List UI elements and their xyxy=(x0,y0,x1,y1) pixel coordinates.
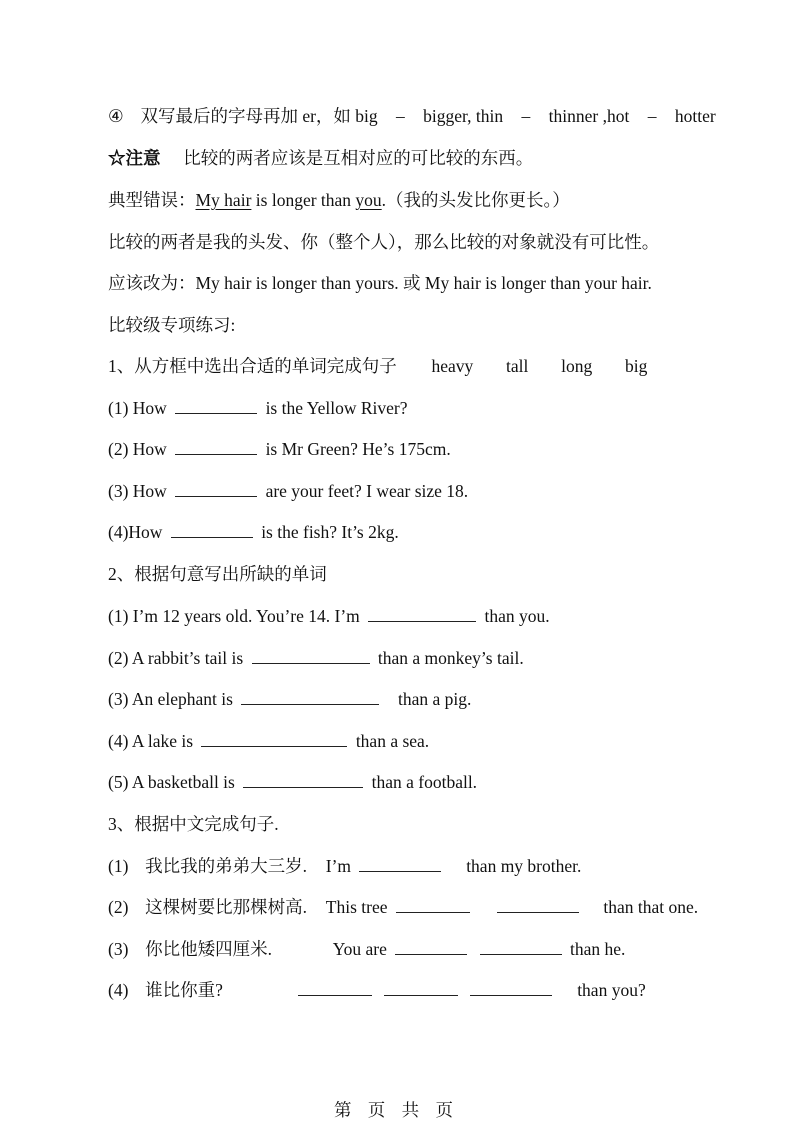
typical-error-translation: .（我的头发比你更长。） xyxy=(381,190,570,210)
section-1-item xyxy=(108,521,399,543)
section-1-title: 1、从方框中选出合适的单词完成句子 xyxy=(108,356,397,376)
item-suffix: than you? xyxy=(577,980,646,1000)
word-box-item: heavy xyxy=(431,356,474,376)
dash: – xyxy=(521,106,531,126)
item-suffix: than a sea. xyxy=(355,731,430,751)
item-prefix: (1) How xyxy=(108,398,167,418)
section-1-item xyxy=(108,480,468,502)
item-number: (2) xyxy=(108,897,129,917)
item-suffix: than a football. xyxy=(371,772,478,792)
item-english: This tree xyxy=(325,897,388,917)
answer-blank[interactable] xyxy=(395,938,467,955)
item-chinese: 我比我的弟弟大三岁. xyxy=(145,856,308,876)
section-1-item xyxy=(108,438,451,460)
item-chinese: 你比他矮四厘米. xyxy=(145,939,273,959)
item-prefix: (3) An elephant is xyxy=(108,689,233,709)
item-suffix: than a monkey’s tail. xyxy=(377,648,524,668)
answer-blank[interactable] xyxy=(368,605,476,622)
answer-blank[interactable] xyxy=(384,979,458,996)
item-prefix: (3) How xyxy=(108,481,167,501)
note-label: ☆注意 xyxy=(108,148,161,168)
page-footer: 第 页 共 页 xyxy=(333,1100,460,1120)
correction-line: 应该改为：My hair is longer than yours. 或 My hair is longer than your hair. xyxy=(108,273,652,293)
section-2-item xyxy=(108,688,471,710)
section-2-item xyxy=(108,647,524,669)
rule-4-example-2: thinner ,hot xyxy=(548,106,630,126)
item-suffix: than he. xyxy=(570,939,626,959)
answer-blank[interactable] xyxy=(175,480,257,497)
note-text: 比较的两者应该是互相对应的可比较的东西。 xyxy=(183,148,534,168)
rule-4-example-3: hotter xyxy=(674,106,716,126)
answer-blank[interactable] xyxy=(175,397,257,414)
item-english: I’m xyxy=(325,856,352,876)
answer-blank[interactable] xyxy=(252,647,370,664)
word-box-item: tall xyxy=(506,356,529,376)
explanation-line: 比较的两者是我的头发、你（整个人），那么比较的对象就没有可比性。 xyxy=(108,232,660,252)
item-number: (4) xyxy=(108,980,129,1000)
word-box-item: big xyxy=(625,356,648,376)
word-box-item: long xyxy=(561,356,593,376)
answer-blank[interactable] xyxy=(497,896,579,913)
item-suffix: is Mr Green? He’s 175cm. xyxy=(265,439,451,459)
item-suffix: is the fish? It’s 2kg. xyxy=(261,522,399,542)
section-2-item xyxy=(108,771,477,793)
answer-blank[interactable] xyxy=(201,730,347,747)
item-chinese: 这棵树要比那棵树高. xyxy=(145,897,308,917)
section-3-item xyxy=(108,938,625,960)
typical-error-object: you xyxy=(355,190,382,210)
item-suffix: are your feet? I wear size 18. xyxy=(265,481,469,501)
item-chinese: 谁比你重? xyxy=(145,980,223,1000)
answer-blank[interactable] xyxy=(396,896,470,913)
section-1-item xyxy=(108,397,408,419)
answer-blank[interactable] xyxy=(175,438,257,455)
rule-4-line xyxy=(108,105,716,127)
practice-title: 比较级专项练习: xyxy=(108,315,236,335)
item-prefix: (1) I’m 12 years old. You’re 14. I’m xyxy=(108,606,360,626)
dash: – xyxy=(396,106,405,126)
typical-error-line xyxy=(108,189,570,211)
item-prefix: (2) How xyxy=(108,439,167,459)
item-prefix: (4) A lake is xyxy=(108,731,194,751)
rule-4-example-1: bigger, thin xyxy=(423,106,504,126)
section-2-item xyxy=(108,730,429,752)
section-3-item xyxy=(108,979,646,1001)
section-3-item xyxy=(108,896,698,918)
item-english: You are xyxy=(332,939,387,959)
note-line xyxy=(108,147,533,169)
item-number: (3) xyxy=(108,939,129,959)
section-2-title: 2、根据句意写出所缺的单词 xyxy=(108,564,327,584)
answer-blank[interactable] xyxy=(171,521,253,538)
dash: – xyxy=(647,106,657,126)
section-3-item xyxy=(108,855,581,877)
item-suffix: is the Yellow River? xyxy=(265,398,408,418)
answer-blank[interactable] xyxy=(241,688,379,705)
item-suffix: than a pig. xyxy=(398,689,472,709)
answer-blank[interactable] xyxy=(470,979,552,996)
section-1-title-line xyxy=(108,355,647,377)
item-suffix: than my brother. xyxy=(466,856,582,876)
answer-blank[interactable] xyxy=(243,771,363,788)
rule-4-text: 双写最后的字母再加 er，如 big xyxy=(140,106,378,126)
typical-error-subject: My hair xyxy=(195,190,252,210)
answer-blank[interactable] xyxy=(480,938,562,955)
item-suffix: than you. xyxy=(484,606,550,626)
item-prefix: (5) A basketball is xyxy=(108,772,235,792)
typical-error-middle: is longer than xyxy=(251,190,356,210)
item-number: (1) xyxy=(108,856,129,876)
item-suffix: than that one. xyxy=(603,897,699,917)
section-3-title: 3、根据中文完成句子. xyxy=(108,814,279,834)
typical-error-label: 典型错误： xyxy=(108,190,196,210)
answer-blank[interactable] xyxy=(359,855,441,872)
answer-blank[interactable] xyxy=(298,979,372,996)
item-prefix: (4)How xyxy=(108,522,163,542)
rule-4-marker: ④ xyxy=(108,106,124,126)
section-2-item xyxy=(108,605,550,627)
item-prefix: (2) A rabbit’s tail is xyxy=(108,648,244,668)
